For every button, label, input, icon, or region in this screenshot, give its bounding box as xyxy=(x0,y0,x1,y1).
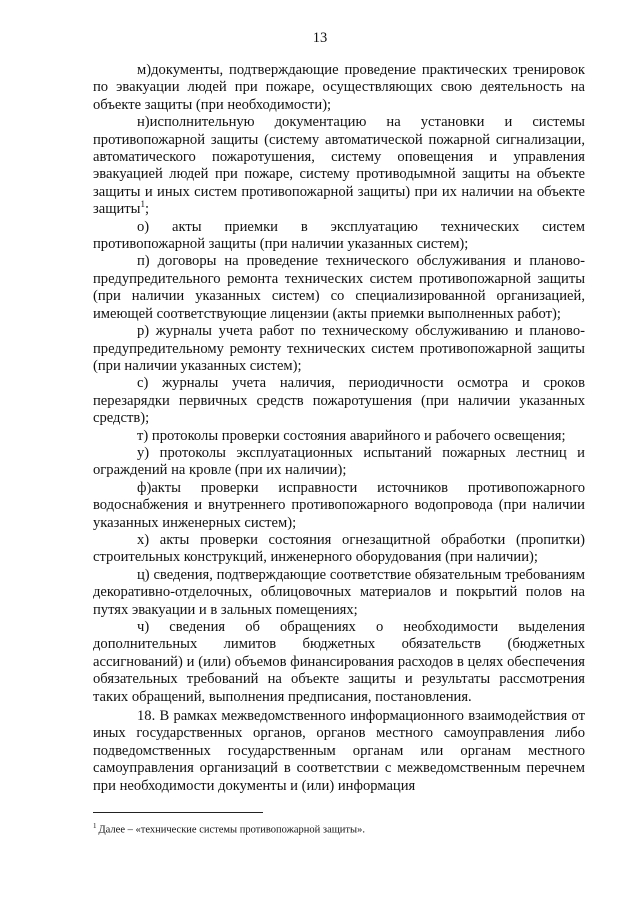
footnote-marker: 1 xyxy=(93,822,97,830)
paragraph-h: х) акты проверки состояния огнезащитной обработки (пропитки) строительных конструкций, инженерного оборудования (при наличии); xyxy=(93,531,585,566)
footnote xyxy=(93,820,585,837)
paragraph-t: т) протоколы проверки состояния аварийного и рабочего освещения; xyxy=(137,427,566,444)
paragraph-n xyxy=(93,114,585,218)
footnote-divider xyxy=(93,812,263,813)
paragraph-ch: ч) сведения об обращениях о необходимости выделения дополнительных лимитов бюджетных обязательств (бюджетных ассигнований) и (или) объемов финансирования расходов в целях обеспечения обязательных требований на объекте защиты и результаты рассмотрения таких обращений, выполнения предписания, постановления. xyxy=(93,619,585,705)
paragraph-f: ф)акты проверки исправности источников противопожарного водоснабжения и внутреннего противопожарного водопровода (при наличии указанных инженерных систем); xyxy=(93,479,585,531)
paragraph-o: о) акты приемки в эксплуатацию технических систем противопожарной защиты (при наличии указанных систем); xyxy=(93,218,585,253)
paragraph-r: р) журналы учета работ по техническому обслуживанию и планово-предупредительному ремонту технических систем противопожарной защиты (при наличии указанных систем); xyxy=(93,323,585,374)
document-body xyxy=(93,62,585,795)
page-number: 13 xyxy=(312,30,328,46)
paragraph-n-end: ; xyxy=(144,201,150,218)
paragraph-n-text: н)исполнительную документацию на установки и системы противопожарной защиты (систему автоматической пожарной сигнализации, автоматического пожаротушения, систему оповещения и управления эвакуацией людей при пожаре, систему противодымной защиты на объекте защиты и иных систем противопожарной защиты) при их наличии на объекте защиты xyxy=(93,114,585,218)
footnote-reference[interactable]: 1 xyxy=(140,199,145,210)
paragraph-p: п) договоры на проведение технического обслуживания и планово-предупредительного ремонта технических систем противопожарной защиты (при наличии указанных систем) со специализированной организацией, имеющей соответствующие лицензии (акты приемки выполненных работ); xyxy=(93,253,585,322)
footnote-text: Далее – «технические системы противопожарной защиты». xyxy=(98,824,365,836)
paragraph-m: м)документы, подтверждающие проведение практических тренировок по эвакуации людей при пожаре, осуществляющих свою деятельность на объекте защиты (при необходимости); xyxy=(93,62,585,113)
paragraph-18: 18. В рамках межведомственного информационного взаимодействия от иных государственных органов, органов местного самоуправления либо подведомственных государственным органам или органам местного самоуправления организаций в соответствии с межведомственным перечнем при необходимости документы и (или) информация xyxy=(93,708,585,794)
paragraph-ts: ц) сведения, подтверждающие соответствие обязательным требованиям декоративно-отделочных, облицовочных материалов и покрытий полов на путях эвакуации и в зальных помещениях; xyxy=(93,566,585,618)
paragraph-u: у) протоколы эксплуатационных испытаний пожарных лестниц и ограждений на кровле (при их наличии); xyxy=(93,444,585,479)
paragraph-s: с) журналы учета наличия, периодичности осмотра и сроков перезарядки первичных средств пожаротушения (при наличии указанных средств); xyxy=(93,375,585,427)
